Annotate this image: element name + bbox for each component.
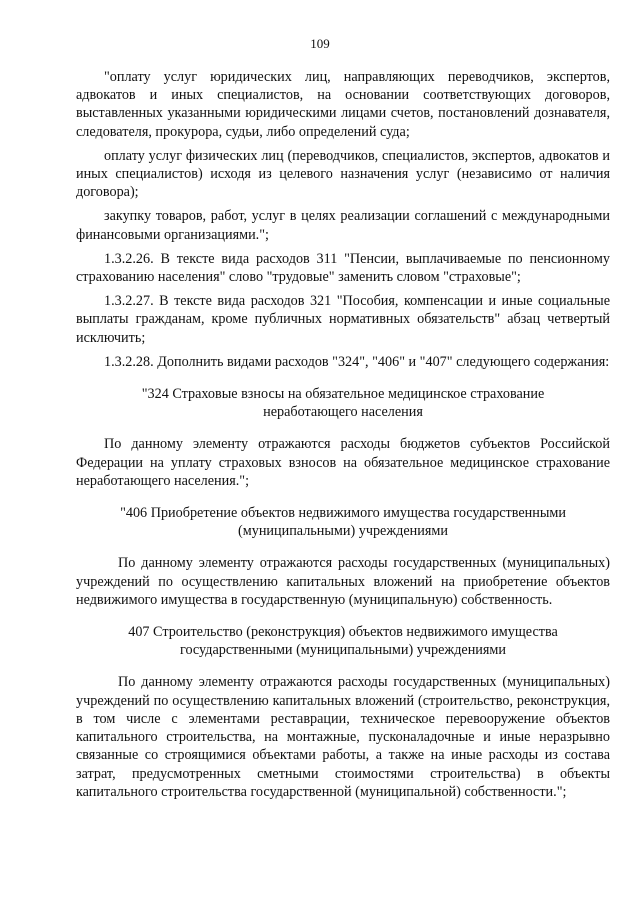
paragraph-item-1-3-2-28: 1.3.2.28. Дополнить видами расходов "324", "406" и "407" следующего содержания:: [104, 353, 610, 370]
paragraph-individuals-services: оплату услуг физических лиц (переводчиков, специалистов, экспертов, адвокатов и иных специалистов) исходя из целевого назначения услуг (независимо от наличия договора);: [76, 147, 610, 201]
paragraph-expense-407-description: По данному элементу отражаются расходы государственных (муниципальных) учреждений по осуществлению капитальных вложений (строительство, реконструкция, в том числе с элементами реставрации, техническое перевооружение объектов капитального строительства, на монтажные, пусконаладочные и иные неразрывно связанные со строящимися объектами работы, а также на иные расходы из состава затрат, предусмотренных сметными стоимостями строительства) в объекты капитального строительства государственной (муниципальной) собственности.";: [76, 674, 610, 800]
heading-expense-407: 407 Строительство (реконструкция) объектов недвижимого имущества государственными (муниципальными) учреждениями: [128, 624, 558, 659]
paragraph-item-1-3-2-26: 1.3.2.26. В тексте вида расходов 311 "Пенсии, выплачиваемые по пенсионному страхованию населения" слово "трудовые" заменить словом "страховые";: [76, 250, 610, 286]
paragraph-legal-entities-services: "оплату услуг юридических лиц, направляющих переводчиков, экспертов, адвокатов и иных специалистов, на основании соответствующих договоров, выставленных указанными юридическими лицами счетов, постановлений дознавателя, следователя, прокурора, судьи, либо определений суда;: [76, 69, 610, 140]
paragraph-item-1-3-2-27: 1.3.2.27. В тексте вида расходов 321 "Пособия, компенсации и иные социальные выплаты гражданам, кроме публичных нормативных обязательств" абзац четвертый исключить;: [76, 293, 610, 346]
heading-expense-324: "324 Страховые взносы на обязательное медицинское страхование неработающего населения: [141, 386, 545, 421]
heading-expense-406: "406 Приобретение объектов недвижимого имущества государственными (муниципальными) учреждениями: [120, 505, 566, 540]
paragraph-expense-324-description: По данному элементу отражаются расходы бюджетов субъектов Российской Федерации на уплату страховых взносов на обязательное медицинское страхование неработающего населения.";: [76, 436, 610, 489]
paragraph-expense-406-description: По данному элементу отражаются расходы государственных (муниципальных) учреждений по осуществлению капитальных вложений на приобретение объектов недвижимого имущества в государственную (муниципальную) собственность.: [76, 555, 610, 608]
paragraph-procurement: закупку товаров, работ, услуг в целях реализации соглашений с международными финансовыми организациями.";: [76, 208, 610, 243]
document-body: [76, 68, 610, 807]
page-number: 109: [310, 36, 330, 51]
